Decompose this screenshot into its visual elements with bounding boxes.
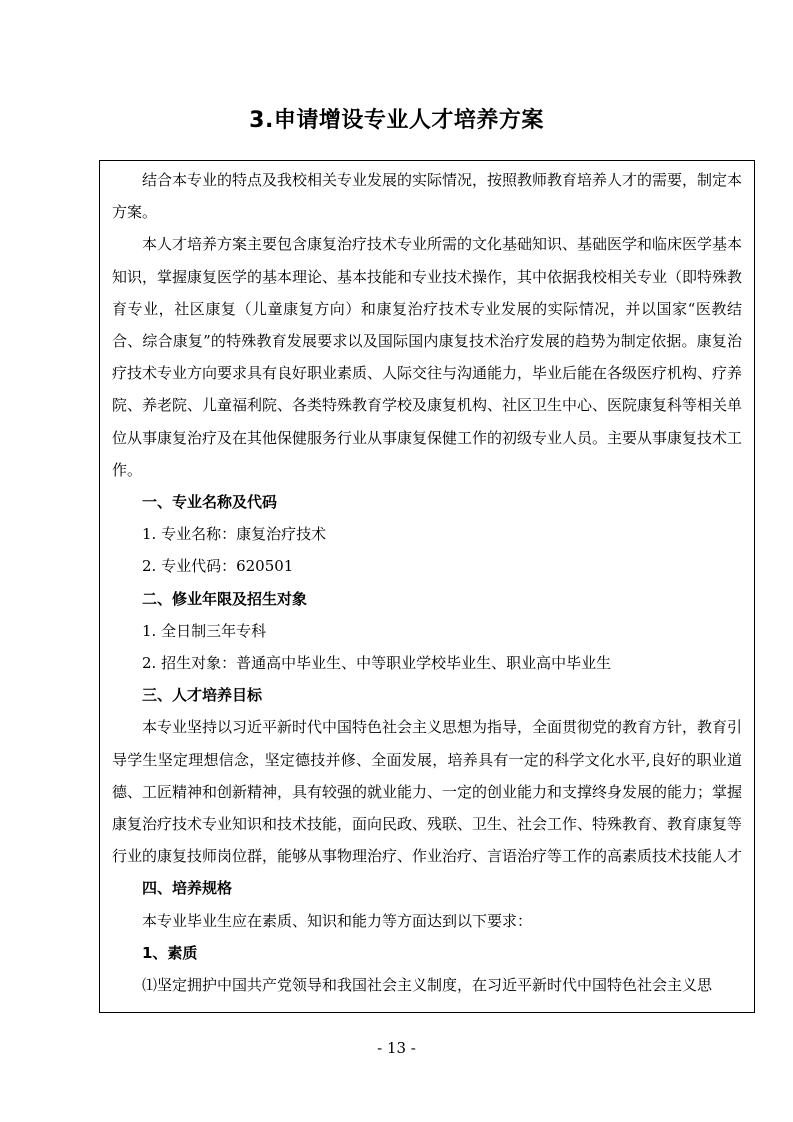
major-code-line: 2. 专业代码：620501 [142, 557, 294, 576]
intro-paragraph-2: 本人才培养方案主要包含康复治疗技术专业所需的文化基础知识、基础医学和临床医学基本知识，掌握康复医学的基本理论、基本技能和专业技术操作，其中依据我校相关专业（即特殊教育专业，社区康复（儿童康复方向）和康复治疗技术专业发展的实际情况，并以国家“医教结合、综合康复”的特殊教育发展要求以及国际国内康复技术治疗发展的趋势为制定依据。康复治疗技术专业方向要求具有良好职业素质、人际交往与沟通能力，毕业后能在各级医疗机构、疗养院、养老院、儿童福利院、各类特殊教育学校及康复机构、社区卫生中心、医院康复科等相关单位从事康复治疗及在其他保健服务行业从事康复保健工作的初级专业人员。主要从事康复技术工作。 [112, 235, 743, 479]
intro-paragraph-1: 结合本专业的特点及我校相关专业发展的实际情况，按照教师教育培养人才的需要，制定本方案。 [112, 171, 743, 222]
major-name-line: 1. 专业名称：康复治疗技术 [142, 525, 327, 544]
goals-paragraph: 本专业坚持以习近平新时代中国特色社会主义思想为指导，全面贯彻党的教育方针，教育引导学生坚定理想信念，坚定德技并修、全面发展，培养具有一定的科学文化水平,良好的职业道德、工匠精神和创新精神，具有较强的就业能力、一定的创业能力和支撑终身发展的能力；掌握康复治疗技术专业知识和技术技能，面向民政、残联、卫生、社会工作、特殊教育、教育康复等行业的康复技师岗位群，能够从事物理治疗、作业治疗、言语治疗等工作的高素质技术技能人才 [112, 718, 743, 866]
section-heading-major: 一、专业名称及代码 [142, 493, 278, 512]
enrollment-line: 2. 招生对象：普通高中毕业生、中等职业学校毕业生、职业高中毕业生 [142, 654, 612, 673]
section-heading-duration: 二、修业年限及招生对象 [142, 589, 308, 608]
content-box [99, 160, 755, 1013]
page-title: 3.申请增设专业人才培养方案 [249, 108, 544, 133]
subheading-quality: 1、素质 [142, 943, 198, 962]
section-heading-goals: 三、人才培养目标 [142, 686, 263, 705]
section-heading-specs: 四、培养规格 [142, 879, 233, 898]
specs-intro-line: 本专业毕业生应在素质、知识和能力等方面达到以下要求： [142, 911, 533, 930]
duration-line: 1. 全日制三年专科 [142, 621, 267, 640]
page-number: - 13 - [377, 1039, 416, 1057]
quality-item-1: ⑴坚定拥护中国共产党领导和我国社会主义制度，在习近平新时代中国特色社会主义思 [142, 976, 713, 995]
